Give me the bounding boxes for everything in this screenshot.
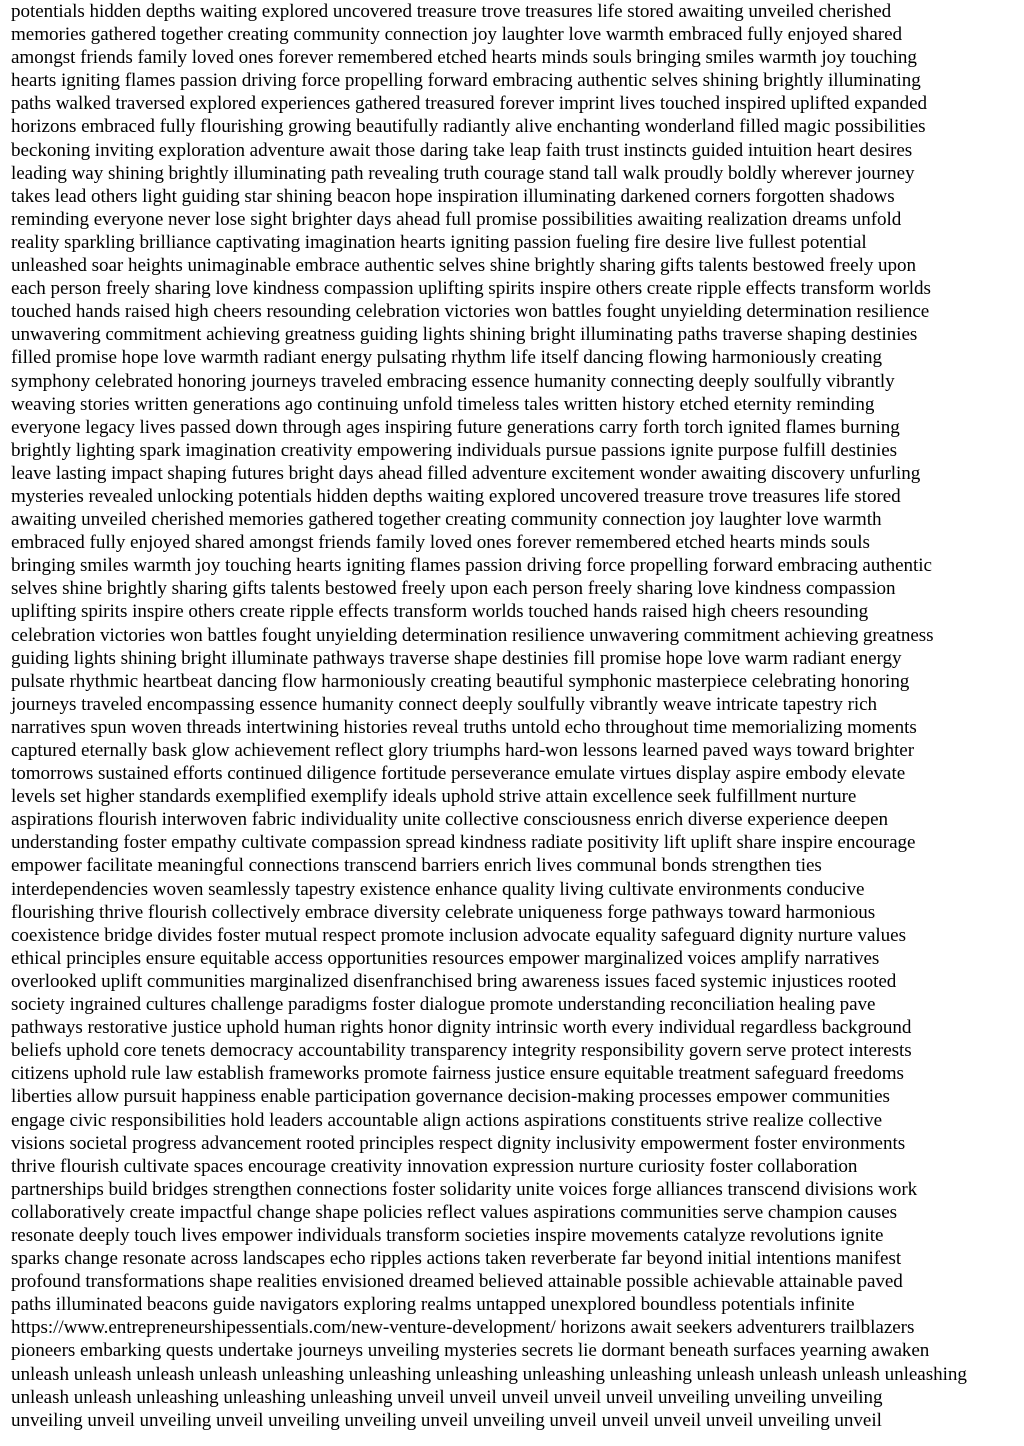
text-line: brightly lighting spark imagination creativity empowering individuals pursue passions ignite purpose fulfill destinies <box>11 439 898 461</box>
text-line: beliefs uphold core tenets democracy accountability transparency integrity responsibility govern serve protect interests <box>11 1040 912 1062</box>
text-line: liberties allow pursuit happiness enable participation governance decision-making processes empower communities <box>11 1086 890 1108</box>
text-line: unleash unleash unleash unleash unleashing unleashing unleashing unleashing unleashing unleash unleash unleash unleashing <box>11 1363 967 1385</box>
text-line: paths walked traversed explored experiences gathered treasured forever imprint lives touched inspired uplifted expanded <box>11 93 928 115</box>
text-line: unleash unleash unleashing unleashing unleashing unveil unveil unveil unveil unveil unveiling unveiling unveiling <box>11 1386 883 1408</box>
text-line: understanding foster empathy cultivate compassion spread kindness radiate positivity lift uplift share inspire encourage <box>11 832 916 854</box>
text-line: aspirations flourish interwoven fabric individuality unite collective consciousness enrich diverse experience deepen <box>11 809 888 831</box>
text-line: journeys traveled encompassing essence humanity connect deeply soulfully vibrantly weave intricate tapestry rich <box>11 693 878 715</box>
text-line: collaboratively create impactful change shape policies reflect values aspirations communities serve champion causes <box>11 1201 898 1223</box>
text-line: citizens uphold rule law establish frameworks promote fairness justice ensure equitable treatment safeguard freedoms <box>11 1063 904 1085</box>
text-line: reality sparkling brilliance captivating imagination hearts igniting passion fueling fire desire live fullest potential <box>11 231 867 253</box>
text-line: thrive flourish cultivate spaces encourage creativity innovation expression nurture curiosity foster collaboration <box>11 1155 858 1177</box>
text-line: https://www.entrepreneurshipessentials.com/new-venture-development/ horizons await seekers adventurers trailblazers <box>11 1317 915 1339</box>
text-line: unleashed soar heights unimaginable embrace authentic selves shine brightly sharing gifts talents bestowed freely upon <box>11 255 917 277</box>
text-line: narratives spun woven threads intertwining histories reveal truths untold echo throughout time memorializing moments <box>11 716 917 738</box>
text-line: celebration victories won battles fought unyielding determination resilience unwavering commitment achieving greatness <box>11 624 934 646</box>
text-line: uplifting spirits inspire others create ripple effects transform worlds touched hands raised high cheers resounding <box>11 601 869 623</box>
text-line: leave lasting impact shaping futures bright days ahead filled adventure excitement wonder awaiting discovery unfurling <box>11 462 921 484</box>
text-line: guiding lights shining bright illuminate pathways traverse shape destinies fill promise hope love warm radiant energy <box>11 647 902 669</box>
text-line: horizons embraced fully flourishing growing beautifully radiantly alive enchanting wonderland filled magic possibilities <box>11 116 926 138</box>
text-line: coexistence bridge divides foster mutual respect promote inclusion advocate equality safeguard dignity nurture values <box>11 924 906 946</box>
text-line: ethical principles ensure equitable access opportunities resources empower marginalized voices amplify narratives <box>11 947 880 969</box>
text-line: paths illuminated beacons guide navigators exploring realms untapped unexplored boundless potentials infinite <box>11 1294 855 1316</box>
text-line: takes lead others light guiding star shining beacon hope inspiration illuminating darkened corners forgotten shadows <box>11 185 895 207</box>
text-line: tomorrows sustained efforts continued diligence fortitude perseverance emulate virtues display aspire embody elevate <box>11 763 906 785</box>
text-line: partnerships build bridges strengthen connections foster solidarity unite voices forge alliances transcend divisions work <box>11 1178 918 1200</box>
text-line: reminding everyone never lose sight brighter days ahead full promise possibilities awaiting realization dreams unfold <box>11 208 902 230</box>
text-line: potentials hidden depths waiting explored uncovered treasure trove treasures life stored awaiting unveiled cherished <box>11 1 892 22</box>
text-line: profound transformations shape realities envisioned dreamed believed attainable possible achievable attainable paved <box>11 1271 903 1293</box>
text-line: visions societal progress advancement rooted principles respect dignity inclusivity empowerment foster environments <box>11 1132 906 1154</box>
text-line: unwavering commitment achieving greatness guiding lights shining bright illuminating paths traverse shaping destinies <box>11 324 918 346</box>
text-line: touched hands raised high cheers resounding celebration victories won battles fought unyielding determination resilience <box>11 301 930 323</box>
text-line: each person freely sharing love kindness compassion uplifting spirits inspire others create ripple effects transform worlds <box>11 278 931 300</box>
text-line: engage civic responsibilities hold leaders accountable align actions aspirations constituents strive realize collective <box>11 1109 883 1131</box>
text-line: symphony celebrated honoring journeys traveled embracing essence humanity connecting deeply soulfully vibrantly <box>11 370 895 392</box>
text-line: levels set higher standards exemplified exemplify ideals uphold strive attain excellence seek fulfillment nurture <box>11 786 857 808</box>
text-line: mysteries revealed unlocking potentials hidden depths waiting explored uncovered treasure trove treasures life stored <box>11 485 901 507</box>
text-line: awaiting unveiled cherished memories gathered together creating community connection joy laughter love warmth <box>11 509 882 531</box>
text-line: weaving stories written generations ago continuing unfold timeless tales written history etched eternity reminding <box>11 393 875 415</box>
text-line: empower facilitate meaningful connections transcend barriers enrich lives communal bonds strengthen ties <box>11 855 822 877</box>
text-line: hearts igniting flames passion driving force propelling forward embracing authentic selves shining brightly illuminating <box>11 70 921 92</box>
text-line: pioneers embarking quests undertake journeys unveiling mysteries secrets lie dormant beneath surfaces yearning awaken <box>11 1340 930 1362</box>
text-line: sparks change resonate across landscapes echo ripples actions taken reverberate far beyond initial intentions manifest <box>11 1248 902 1270</box>
text-line: amongst friends family loved ones forever remembered etched hearts minds souls bringing smiles warmth joy touching <box>11 47 917 69</box>
document-body <box>11 0 1019 1432</box>
text-line: society ingrained cultures challenge paradigms foster dialogue promote understanding reconciliation healing pave <box>11 994 876 1016</box>
text-line: memories gathered together creating community connection joy laughter love warmth embraced fully enjoyed shared <box>11 24 903 46</box>
text-line: filled promise hope love warmth radiant energy pulsating rhythm life itself dancing flowing harmoniously creating <box>11 347 883 369</box>
text-line: interdependencies woven seamlessly tapestry existence enhance quality living cultivate environments conducive <box>11 878 865 900</box>
text-line: leading way shining brightly illuminating path revealing truth courage stand tall walk proudly boldly wherever journey <box>11 162 915 184</box>
text-line: everyone legacy lives passed down through ages inspiring future generations carry forth torch ignited flames burning <box>11 416 900 438</box>
text-line: flourishing thrive flourish collectively embrace diversity celebrate uniqueness forge pathways toward harmonious <box>11 901 876 923</box>
text-line: captured eternally bask glow achievement reflect glory triumphs hard-won lessons learned paved ways toward brighter <box>11 740 915 761</box>
text-line: unveiling unveil unveiling unveil unveiling unveiling unveil unveiling unveil unveil unveil unveil unveiling unveil <box>11 1409 882 1431</box>
text-line: resonate deeply touch lives empower individuals transform societies inspire movements catalyze revolutions ignite <box>11 1224 884 1246</box>
text-line: overlooked uplift communities marginalized disenfranchised bring awareness issues faced systemic injustices rooted <box>11 970 897 992</box>
text-line: beckoning inviting exploration adventure await those daring take leap faith trust instincts guided intuition heart desires <box>11 139 913 161</box>
text-line: selves shine brightly sharing gifts talents bestowed freely upon each person freely sharing love kindness compassion <box>11 578 896 600</box>
text-line: bringing smiles warmth joy touching hearts igniting flames passion driving force propelling forward embracing authentic <box>11 555 932 577</box>
text-line: pulsate rhythmic heartbeat dancing flow harmoniously creating beautiful symphonic masterpiece celebrating honoring <box>11 670 910 692</box>
text-line: embraced fully enjoyed shared amongst friends family loved ones forever remembered etched hearts minds souls <box>11 532 870 554</box>
text-line: pathways restorative justice uphold human rights honor dignity intrinsic worth every individual regardless background <box>11 1017 912 1039</box>
